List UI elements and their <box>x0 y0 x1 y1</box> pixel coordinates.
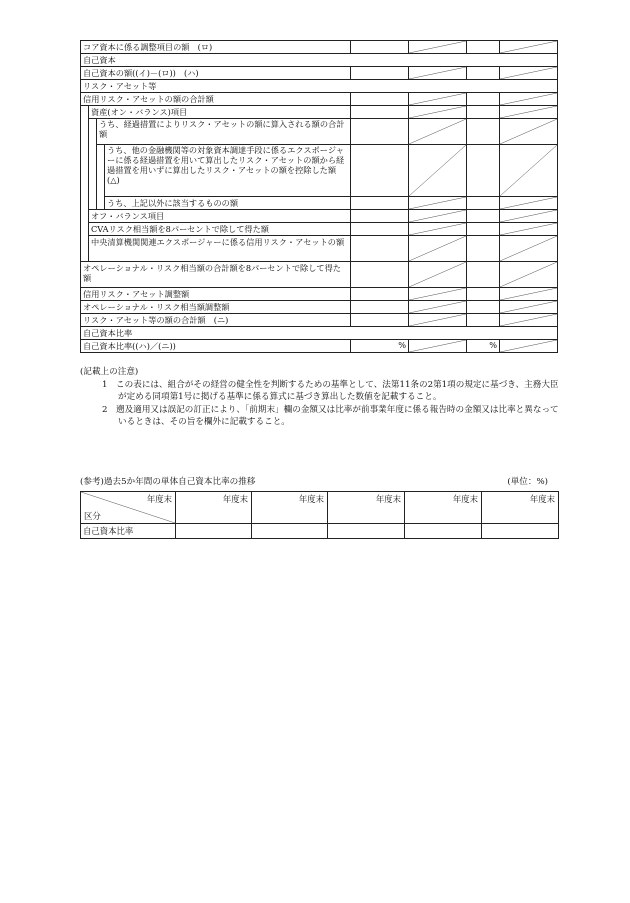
diagonal-cell <box>409 288 467 301</box>
table-row <box>81 80 558 93</box>
table-row <box>81 314 558 327</box>
percent-cell[interactable]: % <box>351 340 409 353</box>
diagonal-cell <box>409 197 467 210</box>
diagonal-cell <box>500 106 558 119</box>
table-row <box>81 197 558 210</box>
row-label: リスク・アセット等の額の合計額 (ニ) <box>81 314 351 327</box>
diagonal-cell <box>409 93 467 106</box>
section-label: リスク・アセット等 <box>81 80 558 93</box>
indent-cell <box>97 145 105 210</box>
diagonal-cell <box>500 236 558 262</box>
year-header: 年度末 <box>482 492 559 524</box>
value-cell[interactable] <box>467 288 500 301</box>
table-row <box>81 41 558 54</box>
note-item: 1 この表には、組合がその経営の健全性を判断するための基準として、法第11条の2第1項の規定に基づき、主務大臣が定める同項第1号に掲げる基準に係る算式に基づき算出した数値を記載すること。 <box>102 379 559 402</box>
value-cell[interactable] <box>351 197 409 210</box>
diagonal-cell <box>500 314 558 327</box>
notes-title: (記載上の注意) <box>80 367 139 377</box>
diagonal-cell <box>409 314 467 327</box>
value-cell[interactable] <box>467 119 500 145</box>
value-cell[interactable] <box>351 67 409 80</box>
year-header: 年度末 <box>405 492 482 524</box>
table-row <box>81 67 558 80</box>
row-label: うち、経過措置によりリスク・アセットの額に算入される額の合計額 <box>97 119 351 145</box>
value-cell[interactable] <box>351 41 409 54</box>
row-label: オフ・バランス項目 <box>89 210 351 223</box>
diagonal-cell <box>409 41 467 54</box>
reference-table <box>80 491 559 539</box>
diagonal-cell <box>500 262 558 288</box>
row-label: オペレーショナル・リスク相当額の合計額を8パーセントで除して得た額 <box>81 262 351 288</box>
reference-unit: (単位：%) <box>507 477 548 487</box>
section-label: 自己資本比率 <box>81 327 558 340</box>
value-cell[interactable] <box>467 223 500 236</box>
row-label: 資産(オン・バランス)項目 <box>89 106 351 119</box>
value-cell[interactable] <box>482 524 559 539</box>
diagonal-cell <box>409 145 467 197</box>
diagonal-cell <box>409 67 467 80</box>
diagonal-cell <box>409 223 467 236</box>
table-row <box>81 288 558 301</box>
value-cell[interactable] <box>467 210 500 223</box>
row-label: うち、上記以外に該当するものの額 <box>105 197 351 210</box>
table-row <box>81 340 558 353</box>
reference-title: (参考)過去5か年間の単体自己資本比率の推移 <box>80 477 256 487</box>
table-row <box>81 119 558 145</box>
note-item: 2 遡及適用又は誤記の訂正により、「前期末」欄の金額又は比率が前事業年度に係る報告時の金額又は比率と異なっているときは、その旨を欄外に記載すること。 <box>102 404 559 427</box>
value-cell[interactable] <box>467 301 500 314</box>
value-cell[interactable] <box>328 524 405 539</box>
value-cell[interactable] <box>351 236 409 262</box>
diagonal-cell <box>500 67 558 80</box>
table-row <box>81 93 558 106</box>
year-header: 年度末 <box>328 492 405 524</box>
notes-section <box>80 366 560 429</box>
diagonal-cell <box>409 262 467 288</box>
table-row <box>81 54 558 67</box>
year-header: 年度末 <box>176 492 252 524</box>
value-cell[interactable] <box>351 288 409 301</box>
value-cell[interactable] <box>467 236 500 262</box>
value-cell[interactable] <box>467 262 500 288</box>
row-label: 自己資本比率 <box>81 524 176 539</box>
diagonal-cell <box>409 340 467 353</box>
diagonal-cell <box>500 145 558 197</box>
diagonal-cell <box>500 288 558 301</box>
indent-cell <box>89 119 97 210</box>
table-row <box>81 262 558 288</box>
value-cell[interactable] <box>351 301 409 314</box>
table-row <box>81 492 559 524</box>
value-cell[interactable] <box>467 93 500 106</box>
value-cell[interactable] <box>351 93 409 106</box>
section-label: 自己資本 <box>81 54 558 67</box>
reference-heading <box>80 475 558 487</box>
diagonal-cell <box>409 106 467 119</box>
diagonal-cell <box>500 41 558 54</box>
header-corner-cell <box>81 492 176 524</box>
table-row <box>81 106 558 119</box>
value-cell[interactable] <box>351 262 409 288</box>
row-label: CVAリスク相当額を8パーセントで除して得た額 <box>89 223 351 236</box>
row-label: 自己資本の額((イ)－(ロ)) (ハ) <box>81 67 351 80</box>
value-cell[interactable] <box>467 314 500 327</box>
value-cell[interactable] <box>351 314 409 327</box>
table-row <box>81 223 558 236</box>
percent-cell[interactable]: % <box>467 340 500 353</box>
row-label: 自己資本比率((ハ)／(ニ)) <box>81 340 351 353</box>
value-cell[interactable] <box>467 41 500 54</box>
row-label: コア資本に係る調整項目の額 (ロ) <box>81 41 351 54</box>
table-row <box>81 327 558 340</box>
diagonal-cell <box>409 119 467 145</box>
table-row <box>81 210 558 223</box>
value-cell[interactable] <box>467 145 500 197</box>
diagonal-cell <box>409 210 467 223</box>
value-cell[interactable] <box>467 67 500 80</box>
value-cell[interactable] <box>467 106 500 119</box>
diagonal-cell <box>500 93 558 106</box>
row-label: うち、他の金融機関等の対象資本調達手段に係るエクスポージャーに係る経過措置を用いて算出したリスク・アセットの額から経過措置を用いずに算出したリスク・アセットの額を控除した額(△) <box>105 145 351 197</box>
value-cell[interactable] <box>467 197 500 210</box>
diagonal-cell <box>500 210 558 223</box>
diagonal-cell <box>500 301 558 314</box>
row-label: オペレーショナル・リスク相当額調整額 <box>81 301 351 314</box>
diagonal-cell <box>500 223 558 236</box>
header-top-label: 年度末 <box>146 494 172 504</box>
table-row <box>81 524 559 539</box>
table-row <box>81 236 558 262</box>
value-cell[interactable] <box>176 524 252 539</box>
year-header: 年度末 <box>252 492 328 524</box>
value-cell[interactable] <box>351 223 409 236</box>
value-cell[interactable] <box>351 145 409 197</box>
value-cell[interactable] <box>351 106 409 119</box>
diagonal-cell <box>409 301 467 314</box>
diagonal-cell <box>409 236 467 262</box>
value-cell[interactable] <box>252 524 328 539</box>
diagonal-cell <box>500 197 558 210</box>
indent-cell <box>81 106 89 262</box>
table-row <box>81 145 558 197</box>
row-label: 信用リスク・アセット調整額 <box>81 288 351 301</box>
table-row <box>81 301 558 314</box>
diagonal-cell <box>500 340 558 353</box>
value-cell[interactable] <box>405 524 482 539</box>
row-label: 信用リスク・アセットの額の合計額 <box>81 93 351 106</box>
value-cell[interactable] <box>351 210 409 223</box>
row-label: 中央清算機関関連エクスポージャーに係る信用リスク・アセットの額 <box>89 236 351 262</box>
diagonal-cell <box>500 119 558 145</box>
header-bottom-label: 区分 <box>84 511 101 521</box>
value-cell[interactable] <box>351 119 409 145</box>
capital-ratio-table <box>80 40 558 353</box>
